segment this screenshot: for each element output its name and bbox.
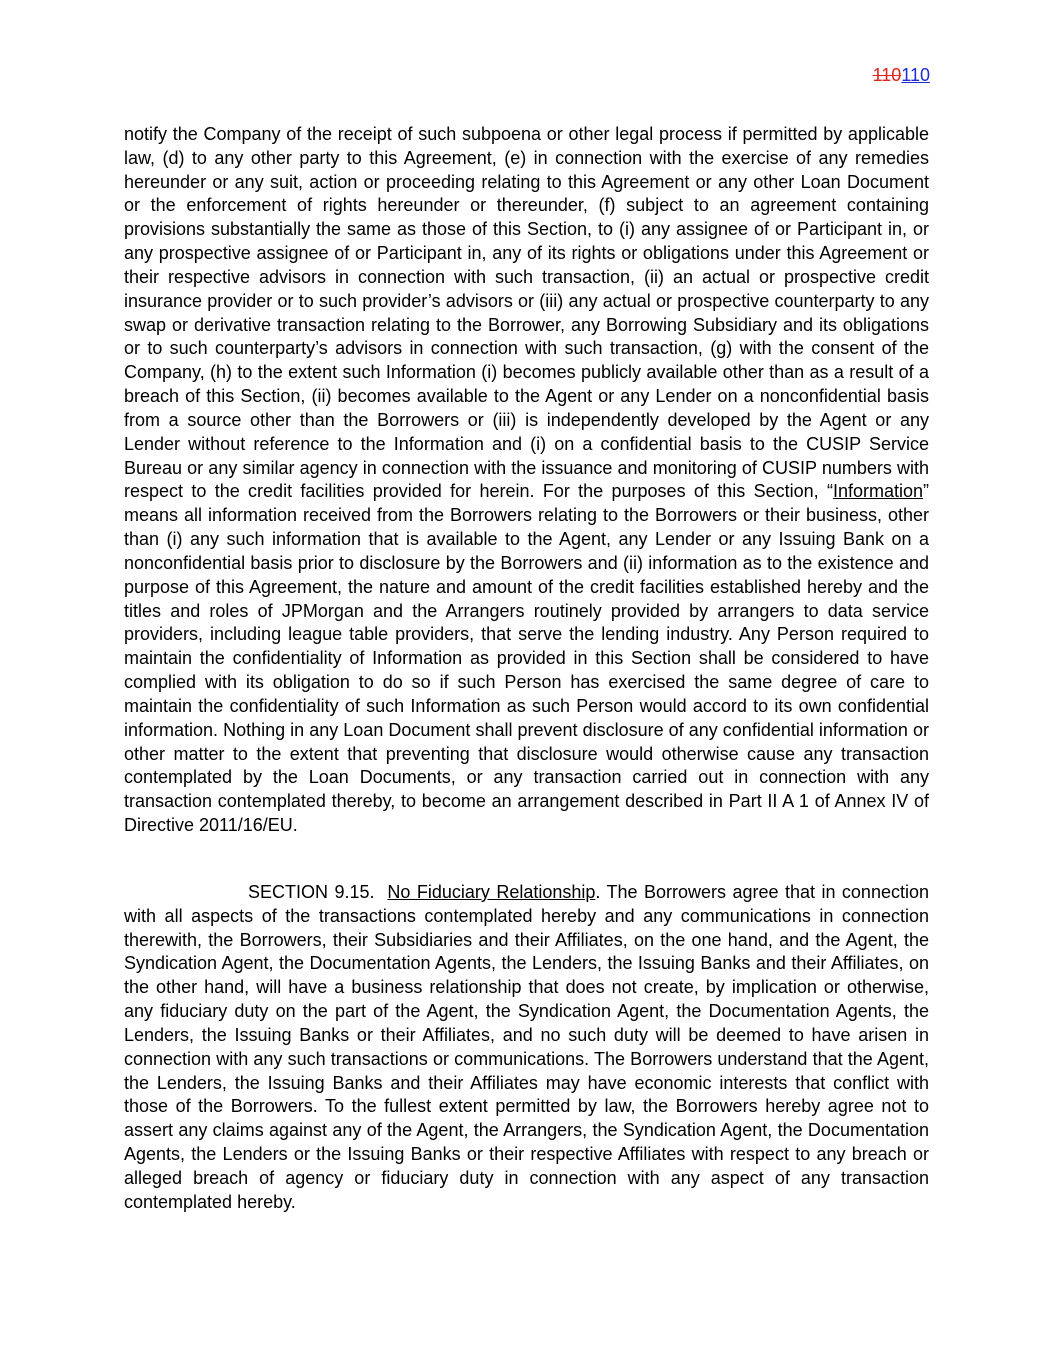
paragraph-text-part-1: notify the Company of the receipt of such subpoena or other legal process if permitted by applicable law, (d) to any other party to this Agreement, (e) in connection with the exercise of any remedies hereunder or any suit, action or proceeding relating to this Agreement or any other Loan Document or the enforcement of rights hereunder or thereunder, (f) subject to an agreement containing provisions substantially the same as those of this Section, to (i) any assignee of or Participant in, or any prospective assignee of or Participant in, any of its rights or obligations under this Agreement or their respective advisors in connection with such transaction, (ii) an actual or prospective credit insurance provider or to such provider’s advisors or (iii) any actual or prospective counterparty to any swap or derivative transaction relating to the Borrower, any Borrowing Subsidiary and its obligations or to such counterparty’s advisors in connection with such transaction, (g) with the consent of the Company, (h) to the extent such Information (i) becomes publicly available other than as a result of a breach of this Section, (ii) becomes available to the Agent or any Lender on a nonconfidential basis from a source other than the Borrowers or (iii) is independently developed by the Agent or any Lender without reference to the Information and (i) on a confidential basis to the CUSIP Service Bureau or any similar agency in connection with the issuance and monitoring of CUSIP numbers with respect to the credit facilities provided for herein. For the purposes of this Section, “ xyxy=(124,124,929,502)
section-body-text: The Borrowers agree that in connection with all aspects of the transactions contemplated hereby and any communications in connection therewith, the Borrowers, their Subsidiaries and their Affiliates, on the one hand, and the Agent, the Syndication Agent, the Documentation Agents, the Lenders, the Issuing Banks and their Affiliates, on the other hand, will have a business relationship that does not create, by implication or otherwise, any fiduciary duty on the part of the Agent, the Syndication Agent, the Documentation Agents, the Lenders, the Issuing Banks or their Affiliates, and no such duty will be deemed to have arisen in connection with any such transactions or communications. The Borrowers understand that the Agent, the Lenders, the Issuing Banks and their Affiliates may have economic interests that conflict with those of the Borrowers. To the fullest extent permitted by law, the Borrowers hereby agree not to assert any claims against any of the Agent, the Arrangers, the Syndication Agent, the Documentation Agents, the Lenders or the Issuing Banks or their respective Affiliates with respect to any breach or alleged breach of agency or fiduciary duty in connection with any aspect of any transaction contemplated hereby. xyxy=(124,882,929,1212)
page-number-deleted-revision: 110 xyxy=(872,65,902,85)
paragraph-text-part-2: ” means all information received from the Borrowers relating to the Borrowers or their business, other than (i) any such information that is available to the Agent, any Lender or any Issuing Bank on a nonconfidential basis prior to disclosure by the Borrowers and (ii) information as to the existence and purpose of this Agreement, the nature and amount of the credit facilities established hereby and the titles and roles of JPMorgan and the Arrangers routinely provided by arrangers to data service providers, including league table providers, that serve the lending industry. Any Person required to maintain the confidentiality of Information as provided in this Section shall be considered to have complied with its obligation to do so if such Person has exercised the same degree of care to maintain the confidentiality of such Information as such Person would accord to its own confidential information. Nothing in any Loan Document shall prevent disclosure of any confidential information or other matter to the extent that preventing that disclosure would otherwise cause any transaction contemplated by the Loan Documents, or any transaction carried out in connection with any transaction contemplated thereby, to become an arrangement described in Part II A 1 of Annex IV of Directive 2011/16/EU. xyxy=(124,481,929,836)
page-number-inserted-revision: 110 xyxy=(901,65,930,85)
confidentiality-paragraph xyxy=(124,123,929,838)
defined-term-information: Information xyxy=(832,481,923,502)
section-heading: No Fiduciary Relationship xyxy=(387,882,596,902)
section-number: SECTION 9.15. xyxy=(248,882,375,902)
section-9-15-paragraph xyxy=(124,881,929,1215)
section-heading-period: . xyxy=(595,882,601,902)
page-number xyxy=(873,64,930,86)
